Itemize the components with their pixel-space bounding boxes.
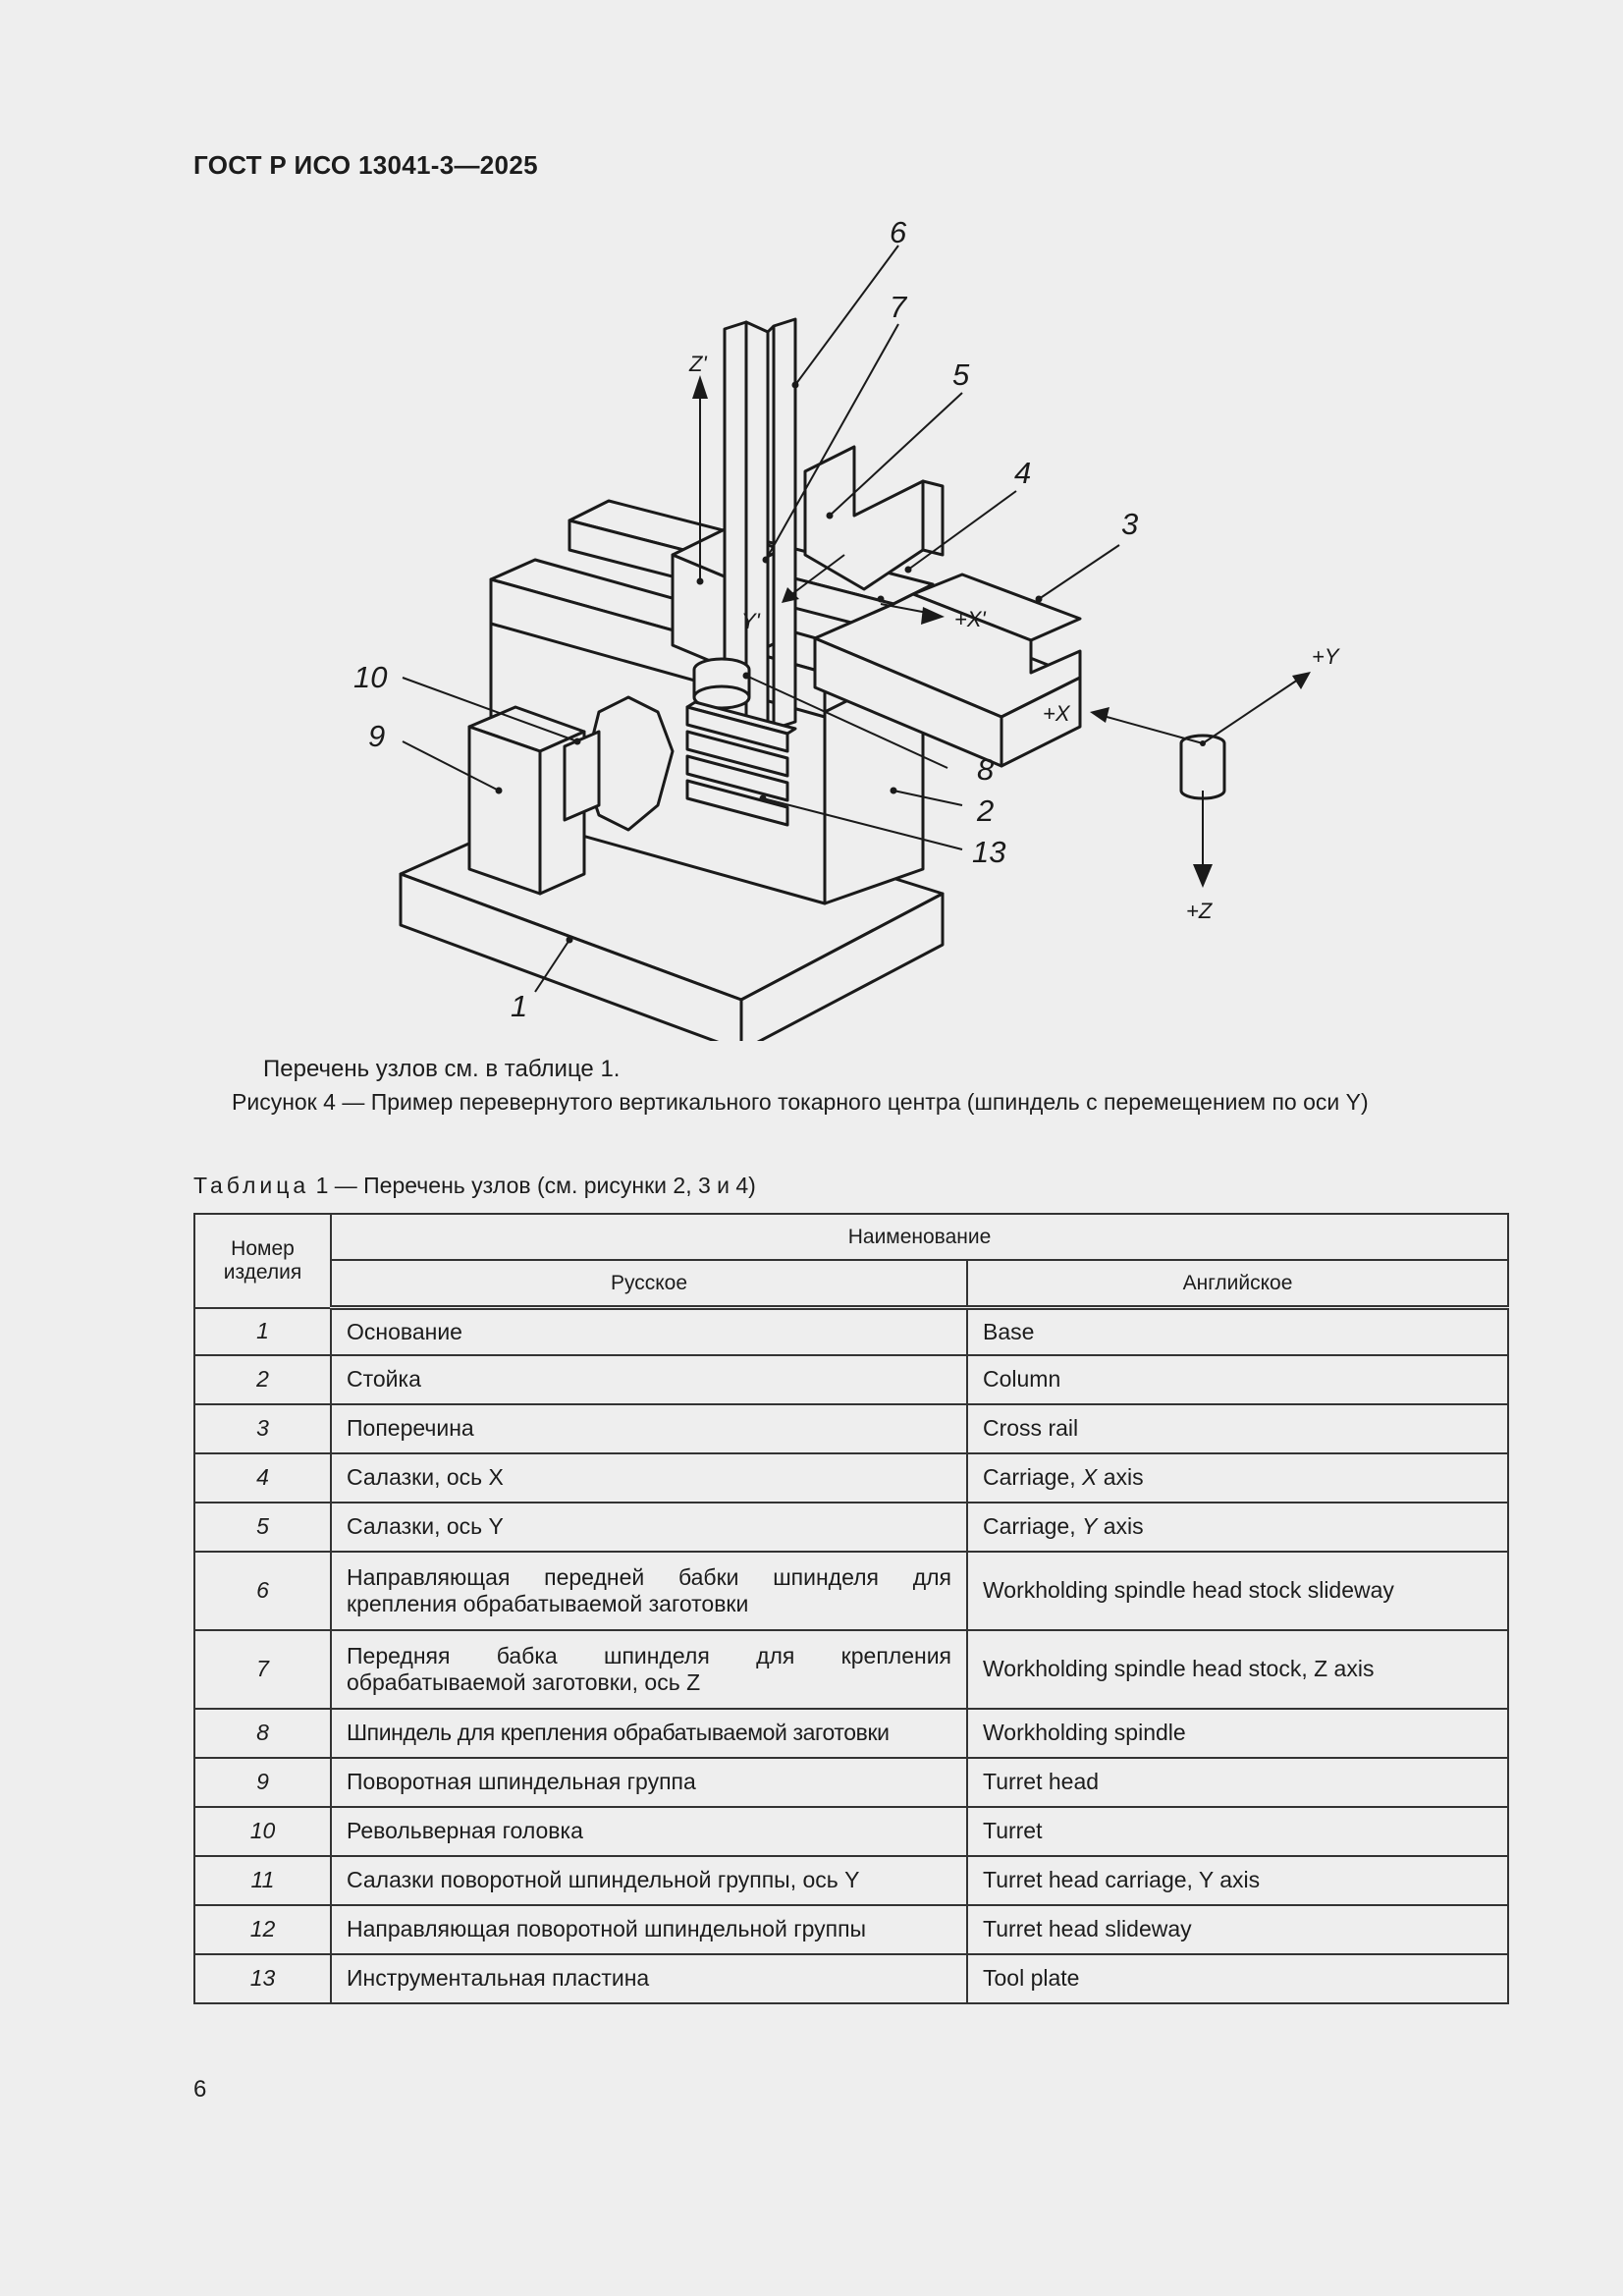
table-row — [194, 1856, 1508, 1905]
row-russian: Поперечина — [331, 1404, 967, 1453]
table-row — [194, 1954, 1508, 2003]
machine-figure — [334, 216, 1473, 1041]
row-number: 11 — [194, 1856, 331, 1905]
axis-plus-x-label: +X — [1043, 701, 1070, 726]
callout-9: 9 — [368, 719, 386, 753]
callout-5: 5 — [952, 357, 970, 392]
table-row — [194, 1807, 1508, 1856]
row-russian: Салазки, ось Y — [331, 1503, 967, 1552]
axis-plus-z-label: +Z — [1186, 899, 1213, 923]
axis-z-prime-label: Z' — [689, 352, 707, 376]
axis-letter: X — [1081, 1464, 1098, 1490]
axis-letter: Y — [1081, 1513, 1098, 1539]
row-number: 12 — [194, 1905, 331, 1954]
english-text: Carriage, — [983, 1513, 1082, 1539]
callout-3: 3 — [1121, 507, 1139, 541]
row-english: Turret head — [967, 1758, 1508, 1807]
row-russian: Револьверная головка — [331, 1807, 967, 1856]
figure-caption: Рисунок 4 — Пример перевернутого вертикального токарного центра (шпиндель с перемещением по оси Y) — [232, 1089, 1369, 1115]
row-number: 6 — [194, 1552, 331, 1630]
row-russian: Направляющая поворотной шпиндельной группы — [331, 1905, 967, 1954]
row-number: 9 — [194, 1758, 331, 1807]
table-title-prefix: Таблица — [193, 1173, 310, 1198]
row-russian: Шпиндель для крепления обрабатываемой заготовки — [331, 1709, 967, 1758]
callout-6: 6 — [890, 216, 907, 249]
row-russian: Поворотная шпиндельная группа — [331, 1758, 967, 1807]
header-russian: Русское — [331, 1260, 967, 1308]
row-russian: Стойка — [331, 1355, 967, 1404]
table-row — [194, 1453, 1508, 1503]
callout-1: 1 — [511, 989, 528, 1023]
items-table — [193, 1213, 1509, 2004]
row-english: Tool plate — [967, 1954, 1508, 2003]
row-english: Turret head carriage, Y axis — [967, 1856, 1508, 1905]
row-english: Cross rail — [967, 1404, 1508, 1453]
lathe-drawing — [334, 216, 1473, 1041]
turret-head-front — [469, 727, 540, 894]
row-english — [967, 1453, 1508, 1503]
callout-4: 4 — [1014, 456, 1032, 490]
callout-13: 13 — [972, 835, 1006, 869]
table-row — [194, 1404, 1508, 1453]
table-row — [194, 1355, 1508, 1404]
figure-note: Перечень узлов см. в таблице 1. — [263, 1056, 621, 1082]
table-title-rest: 1 — Перечень узлов (см. рисунки 2, 3 и 4) — [315, 1173, 756, 1198]
page-number: 6 — [193, 2076, 207, 2103]
row-russian: Салазки, ось X — [331, 1453, 967, 1503]
row-english: Workholding spindle head stock, Z axis — [967, 1630, 1508, 1709]
table-row — [194, 1758, 1508, 1807]
header-number: Номер изделия — [194, 1214, 331, 1308]
callout-10: 10 — [353, 660, 388, 694]
row-russian: Основание — [331, 1308, 967, 1355]
row-english: Turret head slideway — [967, 1905, 1508, 1954]
row-english: Base — [967, 1308, 1508, 1355]
row-number: 3 — [194, 1404, 331, 1453]
row-number: 1 — [194, 1308, 331, 1355]
row-number: 5 — [194, 1503, 331, 1552]
row-russian: Салазки поворотной шпиндельной группы, ось Y — [331, 1856, 967, 1905]
table-row — [194, 1552, 1508, 1630]
english-text: axis — [1097, 1513, 1144, 1539]
row-number: 10 — [194, 1807, 331, 1856]
row-number: 13 — [194, 1954, 331, 2003]
english-text: axis — [1097, 1464, 1144, 1490]
row-english: Turret — [967, 1807, 1508, 1856]
callout-7: 7 — [890, 290, 907, 324]
row-number: 4 — [194, 1453, 331, 1503]
document-header: ГОСТ Р ИСО 13041-3—2025 — [193, 150, 538, 180]
row-number: 8 — [194, 1709, 331, 1758]
row-english: Column — [967, 1355, 1508, 1404]
table-row — [194, 1709, 1508, 1758]
row-number: 2 — [194, 1355, 331, 1404]
axis-y-prime-label: Y' — [741, 609, 760, 633]
row-russian: Инструментальная пластина — [331, 1954, 967, 2003]
header-name: Наименование — [331, 1214, 1508, 1260]
callout-8: 8 — [977, 752, 995, 787]
row-english: Workholding spindle head stock slideway — [967, 1552, 1508, 1630]
header-english: Английское — [967, 1260, 1508, 1308]
axis-plus-y-label: +Y — [1312, 644, 1339, 669]
callout-2: 2 — [977, 793, 995, 828]
table-row — [194, 1308, 1508, 1355]
row-russian: Передняя бабка шпинделя для крепления обрабатываемой заготовки, ось Z — [331, 1630, 967, 1709]
row-english: Workholding spindle — [967, 1709, 1508, 1758]
table-row — [194, 1905, 1508, 1954]
row-number: 7 — [194, 1630, 331, 1709]
row-english — [967, 1503, 1508, 1552]
table-title — [193, 1173, 756, 1199]
row-russian: Направляющая передней бабки шпинделя для крепления обрабатываемой заготовки — [331, 1552, 967, 1630]
table-row — [194, 1630, 1508, 1709]
axis-x-prime-label: +X' — [954, 607, 986, 631]
table-row — [194, 1503, 1508, 1552]
english-text: Carriage, — [983, 1464, 1082, 1490]
